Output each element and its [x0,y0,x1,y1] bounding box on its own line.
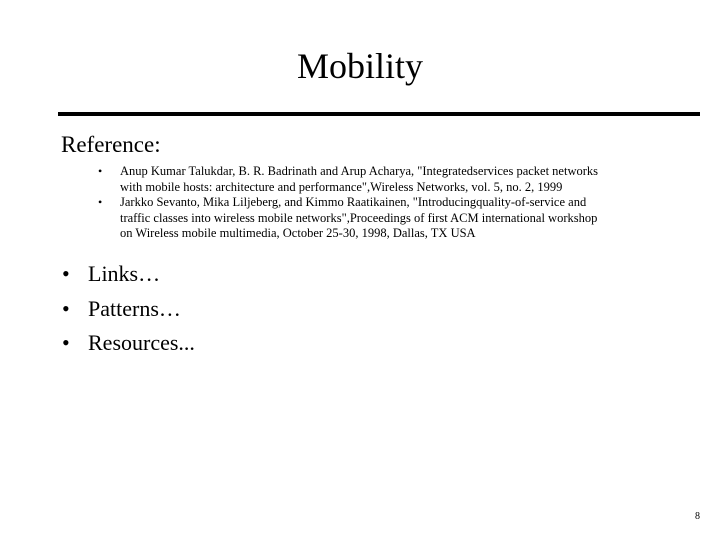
bullet-icon: • [62,295,70,321]
bullet-item-label: Links… [88,261,161,286]
bullet-icon: • [62,261,70,286]
reference-text-line: Anup Kumar Talukdar, B. R. Badrinath and Arup Acharya, "Integratedservices packet networks [120,164,599,178]
reference-item [92,164,682,195]
bullet-item-links [62,257,195,292]
reference-text-line: traffic classes into wireless mobile networks",Proceedings of first ACM international workshop [120,210,598,225]
reference-heading: Reference: [61,132,161,157]
main-bullet-list [62,257,195,361]
bullet-item-label: Patterns… [88,295,181,321]
bullet-icon: • [62,330,70,355]
bullet-icon: • [98,195,103,209]
bullet-item-patterns [62,292,195,327]
reference-item [92,195,682,242]
page-number: 8 [695,511,700,522]
reference-text-line: on Wireless mobile multimedia, October 25-30, 1998, Dallas, TX USA [120,226,476,240]
bullet-item-resources [62,326,195,361]
bullet-item-label: Resources... [88,330,195,355]
reference-list [92,164,682,242]
title-divider [58,112,700,116]
bullet-icon: • [98,164,103,178]
slide-title: Mobility [296,46,424,86]
reference-text-line: with mobile hosts: architecture and performance",Wireless Networks, vol. 5, no. 2, 1999 [120,179,563,194]
reference-text-line: Jarkko Sevanto, Mika Liljeberg, and Kimmo Raatikainen, "Introducingquality-of-service and [120,195,587,209]
